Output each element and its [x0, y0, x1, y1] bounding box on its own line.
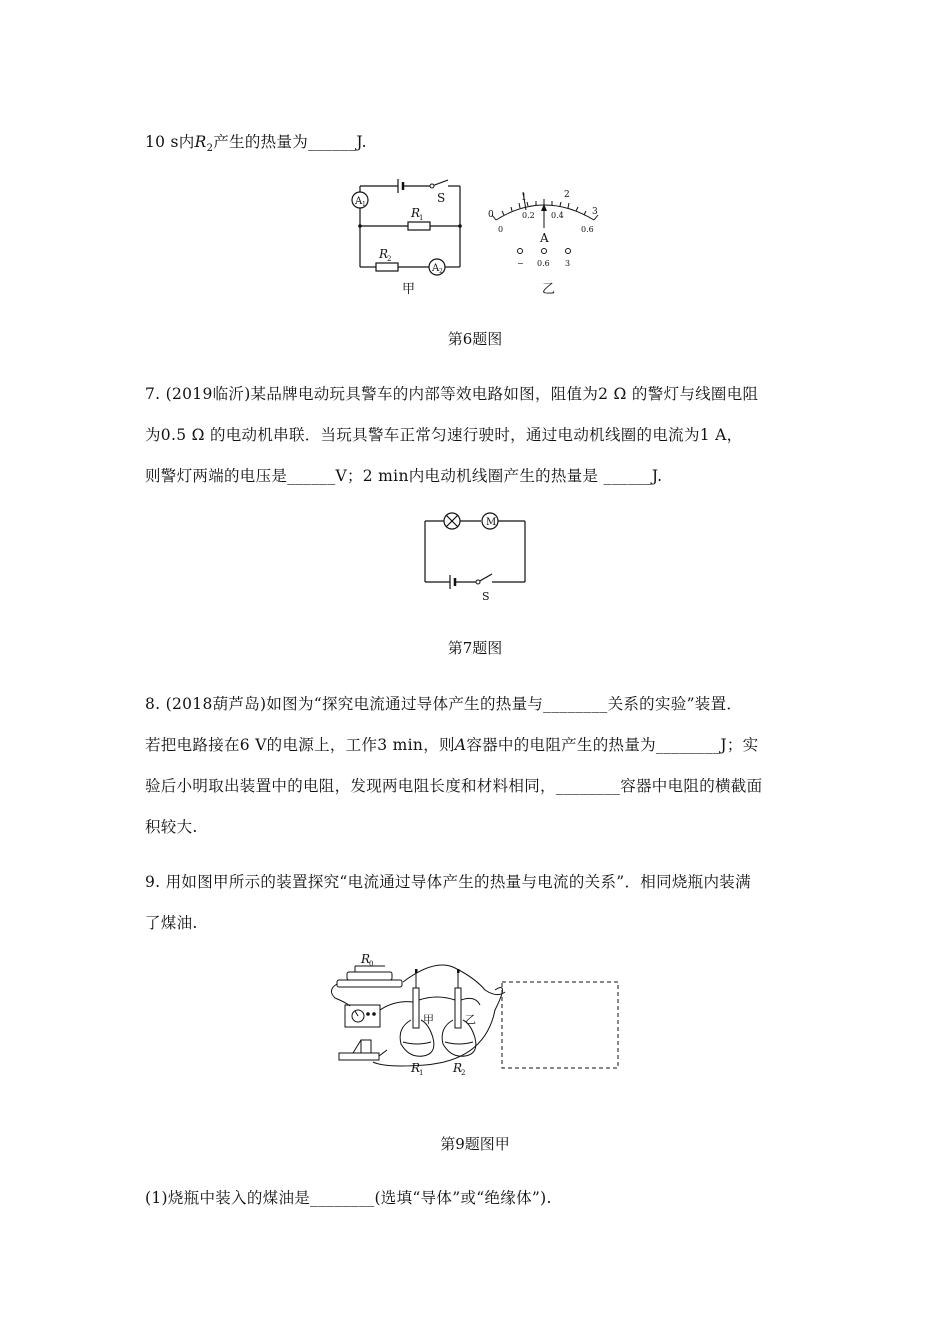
fig6-circuit-jia	[340, 172, 470, 302]
q8-line-2-part-a: 若把电路接在6 V的电源上，工作3 min，则	[145, 736, 455, 754]
ammeter-a1-sub: 1	[362, 201, 366, 208]
dial-top-scale-3: 3	[592, 207, 598, 217]
q6-tail-line	[145, 130, 367, 154]
fig6-ammeter-dial-yi	[482, 180, 612, 305]
ammeter-a2-sub: 2	[439, 268, 443, 275]
terminal-0-6	[542, 249, 547, 254]
q7-line-3: 则警灯两端的电压是______V；2 min内电动机线圈产生的热量是 ______J.	[145, 467, 663, 485]
q8-line-4: 积较大.	[145, 818, 198, 836]
q8-line-3: 验后小明取出装置中的电阻，发现两电阻长度和材料相同，________容器中电阻的横截面	[145, 777, 763, 795]
dial-unit-label: A	[540, 231, 549, 245]
q6-text-b: 产生的热量为______J.	[213, 133, 367, 151]
fig9-r1-label: R	[411, 1061, 421, 1075]
r1-label: R	[411, 206, 421, 220]
q7-line-1: 7. (2019临沂)某品牌电动玩具警车的内部等效电路如图，阻值为2 Ω 的警灯与线圈电阻	[145, 385, 759, 403]
terminal-negative	[518, 249, 523, 254]
q8-container-a: A	[454, 736, 467, 754]
fig6-caption: 第6题图	[447, 330, 503, 348]
q8-line-2	[145, 733, 758, 755]
fig9-r0-sub: 0	[369, 960, 374, 968]
ammeter-a2-label: A	[432, 263, 440, 274]
q6-r-symbol: R	[194, 133, 207, 151]
fig9-flask-yi-label: 乙	[465, 1013, 476, 1026]
fig9-caption: 第9题图甲	[440, 1135, 510, 1153]
dial-top-scale-0: 0	[488, 210, 494, 220]
fig9-flask-jia-label: 甲	[423, 1013, 434, 1026]
fig7-switch-label: S	[482, 590, 490, 603]
q8-line-1: 8. (2018葫芦岛)如图为“探究电流通过导体产生的热量与________关系的实验”装置．	[145, 695, 743, 713]
terminal-label-0-6: 0.6	[537, 259, 550, 268]
q6-r-subscript: 2	[206, 143, 214, 155]
terminal-label-negative: −	[517, 259, 524, 268]
q7-line-2: 为0.5 Ω 的电动机串联．当玩具警车正常匀速行驶时，通过电动机线圈的电流为1 A，	[145, 426, 743, 444]
fig6-label-jia: 甲	[402, 282, 416, 297]
terminal-label-3: 3	[565, 259, 571, 268]
ammeter-a1-label: A	[355, 196, 363, 207]
q9-line-2: 了煤油.	[145, 914, 198, 932]
terminal-3	[566, 249, 571, 254]
fig9-r0-label: R	[361, 952, 371, 966]
fig7-caption: 第7题图	[447, 639, 503, 657]
q6-text-a: 10 s内	[145, 133, 195, 151]
fig7-circuit	[420, 508, 532, 603]
motor-label: M	[486, 517, 497, 528]
q9-sub1-line: (1)烧瓶中装入的煤油是________(选填“导体”或“绝缘体”).	[145, 1189, 552, 1207]
q9-line-1: 9. 用如图甲所示的装置探究“电流通过导体产生的热量与电流的关系”．相同烧瓶内装满	[145, 873, 751, 891]
dial-top-scale-1: 1	[521, 193, 527, 203]
dial-bottom-scale-0: 0	[498, 225, 504, 234]
fig9-apparatus	[325, 950, 625, 1080]
fig9-r2-sub: 2	[461, 1069, 466, 1077]
dial-bottom-scale-2: 0.4	[551, 211, 564, 220]
dial-top-scale-2: 2	[564, 190, 570, 200]
fig9-r1-sub: 1	[419, 1069, 424, 1077]
dial-bottom-scale-3: 0.6	[581, 225, 594, 234]
fig6-label-yi: 乙	[542, 282, 556, 297]
r2-label: R	[379, 247, 389, 261]
r1-sub: 1	[419, 214, 424, 222]
r2-sub: 2	[387, 255, 392, 263]
q8-line-2-part-c: 容器中的电阻产生的热量为________J；实	[466, 736, 759, 754]
fig9-dashed-box	[502, 982, 618, 1068]
dial-bottom-scale-1: 0.2	[522, 211, 535, 220]
fig9-r2-label: R	[453, 1061, 463, 1075]
switch-s-label: S	[437, 191, 446, 205]
